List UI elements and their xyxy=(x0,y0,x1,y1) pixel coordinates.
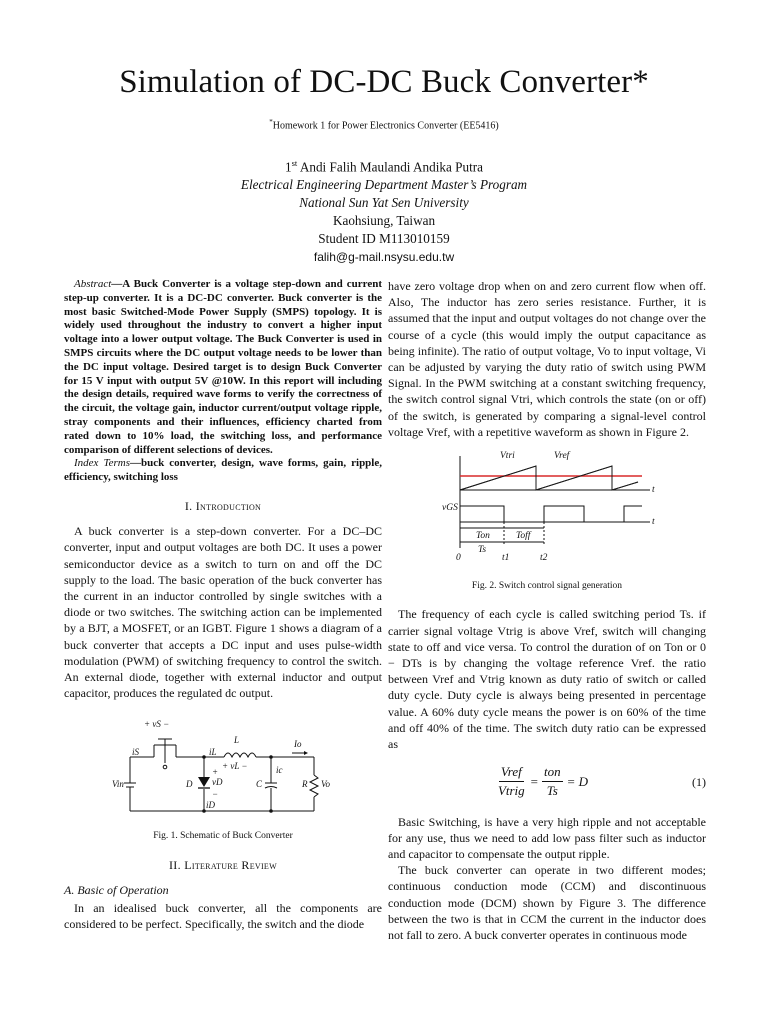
label-diode: D xyxy=(186,779,193,790)
label-inductor: L xyxy=(234,735,240,746)
label-t-axis-2: t xyxy=(652,517,655,528)
section-title: Introduction xyxy=(195,498,262,513)
label-il: iL xyxy=(209,747,217,758)
label-resistor: R xyxy=(302,779,308,790)
label-t1: t1 xyxy=(502,553,510,564)
intro-paragraph: A buck converter is a step-down converter. For a DC–DC converter, input and output voltages are both DC. It uses a power semiconductor device as a switch to turn on and off the DC supply to the load. The basic operation of the buck converter has the current in an inductor controlled by single switches with a diode or two switches. The switching action can be implemented by a BJT, a MOSFET, or an IGBT. Figure 1 shows a diagram of a buck converter that accepts a DC input and uses pulse-width modulation (PWM) of switching frequency to control the switch. An external diode, together with external inductor and output capacitor, produces the regulated dc output. xyxy=(64,524,382,701)
abstract-lead: Abstract xyxy=(74,278,112,290)
footnote-mark: * xyxy=(269,118,273,126)
switch-control-waveform xyxy=(388,446,706,564)
literature-paragraph: In an idealised buck converter, all the components are considered to be perfect. Specifically, the switch and the diode xyxy=(64,901,382,932)
label-vtri: Vtri xyxy=(500,451,515,462)
operation-paragraph: have zero voltage drop when on and zero current flow when off. Also, The inductor has zero series resistance. Further, it is assumed that the input and output voltages do not change over the course of a cycle (this would imply the output capacitance as being infinite). The ratio of output voltage, Vo to input voltage, Vi can be adjusted by varying the duty ratio of switch using PWM Signal. In the PWM switching at a constant switching frequency, the switch control signal Vtri, which controls the state (on or off) of the switch, is generated by comparing a signal-level control voltage Vref, with a repetitive waveform as shown in Figure 2. xyxy=(388,279,706,439)
equation-number: (1) xyxy=(692,774,706,789)
label-t-axis-1: t xyxy=(652,485,655,496)
label-vgs: vGS xyxy=(442,503,458,514)
author-student-id: Student ID M113010159 xyxy=(318,231,450,247)
footnote-text: Homework 1 for Power Electronics Converter (EE5416) xyxy=(272,120,499,132)
author-ordinal: 1 xyxy=(285,159,292,175)
abstract xyxy=(64,278,382,457)
figure-1 xyxy=(64,715,382,843)
section-number: I. xyxy=(184,498,193,513)
index-terms xyxy=(64,457,382,485)
label-is: iS xyxy=(132,747,140,758)
section-heading-introduction xyxy=(64,498,382,514)
label-id: iD xyxy=(206,800,215,811)
figure-2-caption: Fig. 2. Switch control signal generation xyxy=(471,581,623,592)
eq-num1: Vref xyxy=(499,764,524,782)
label-io: Io xyxy=(294,739,302,750)
label-t2: t2 xyxy=(540,553,548,564)
author-university: National Sun Yat Sen University xyxy=(299,195,469,211)
eq-rhs: = D xyxy=(566,773,589,789)
label-ic: ic xyxy=(276,765,283,776)
switching-paragraph: Basic Switching, is have a very high ripple and not acceptable for any use, thus we need to add low pass filter such as inductor and capacitor to compensate the output ripple. xyxy=(388,814,706,862)
author-city: Kaohsiung, Taiwan xyxy=(332,213,436,229)
figure-2 xyxy=(388,446,706,594)
eq-num2: ton xyxy=(542,764,563,782)
label-capacitor: C xyxy=(256,779,263,790)
section-title: Literature Review xyxy=(184,857,277,872)
index-terms-lead: Index Terms xyxy=(74,457,130,470)
left-column xyxy=(64,278,382,933)
label-vs: + vS − xyxy=(144,719,170,730)
author-name-line xyxy=(0,154,768,176)
buck-converter-schematic xyxy=(64,715,382,813)
index-terms-text: —buck converter, design, wave forms, gain, ripple, efficiency, switching loss xyxy=(64,457,382,484)
eq-den2: Ts xyxy=(546,783,558,799)
subsection-basic-operation: A. Basic of Operation xyxy=(64,883,169,897)
figure-1-caption: Fig. 1. Schematic of Buck Converter xyxy=(153,830,293,841)
abstract-text: —A Buck Converter is a voltage step-down and current step-up converter. It is a DC-DC converter. Buck converter is the most basic Switched-Mode Power Supply (SMPS) topology. It is widely used throughout the industry to convert a higher input voltage into a lower output voltage. The Buck Converter is used in SMPS circuits where the DC output voltage needs to be lower than the DC input voltage. Desired target is to design Buck Converter for 15 V input with output 5V @10W. In this report will including the design details, required wave forms to verify the correctness of the circuit, the voltage gain, inductor current/output voltage ripple, stray components and their influences, efficiency charted from rated down to 10% load, the switching loss, and performance comparison of different selections of devices. xyxy=(64,278,382,456)
label-vref: Vref xyxy=(554,451,570,462)
label-ts: Ts xyxy=(478,545,487,556)
frequency-paragraph: The frequency of each cycle is called switching period Ts. if carrier signal voltage Vtrig is above Vref, switch will changing state to off and vice versa. To control the duration of on Ton or 0 − DTs is by changing the voltage reference Vref. the ratio between Vref and Vtrig known as duty ratio of switch or called duty cycle. Duty cycle is always being presented in percentage value. A 60% duty cycle means the power is on 60% of the time and off 40% of the time. The switch duty ratio can be expressed as xyxy=(388,607,706,752)
label-vd: vD xyxy=(212,777,223,788)
label-zero: 0 xyxy=(456,553,461,564)
label-ton: Ton xyxy=(476,531,490,542)
author-block xyxy=(0,154,768,266)
author-email[interactable]: falih@g-mail.nsysu.edu.tw xyxy=(313,250,455,265)
section-heading-literature xyxy=(64,857,382,873)
label-minus: − xyxy=(212,789,219,800)
label-vin: Vin xyxy=(112,779,124,790)
paper-title: Simulation of DC-DC Buck Converter* xyxy=(119,64,649,100)
eq-den1: Vtrig xyxy=(497,783,525,799)
equation-1 xyxy=(388,764,706,799)
title-footnote xyxy=(0,118,768,131)
author-name: Andi Falih Maulandi Andika Putra xyxy=(299,159,483,175)
label-toff: Toff xyxy=(516,531,531,542)
fraction-vref-vtrig xyxy=(496,764,527,799)
section-number: II. xyxy=(169,857,181,872)
label-plus: + xyxy=(212,767,219,778)
modes-paragraph: The buck converter can operate in two different modes; continuous conduction mode (CCM) and discontinuous conduction mode (DCM) shown by Figure 3. The difference between the two is that in CCM the current in the inductor does not fall to zero. A buck converter operates in continuous mode xyxy=(388,863,706,943)
author-department: Electrical Engineering Department Master’s Program xyxy=(240,177,528,193)
label-vl: + vL − xyxy=(222,761,248,772)
equation-body xyxy=(388,764,692,799)
author-ordinal-sup: st xyxy=(291,158,298,168)
right-column xyxy=(388,278,706,943)
label-vo: Vo xyxy=(321,779,330,790)
fraction-ton-ts xyxy=(542,764,563,799)
eq-equals: = xyxy=(530,773,539,789)
